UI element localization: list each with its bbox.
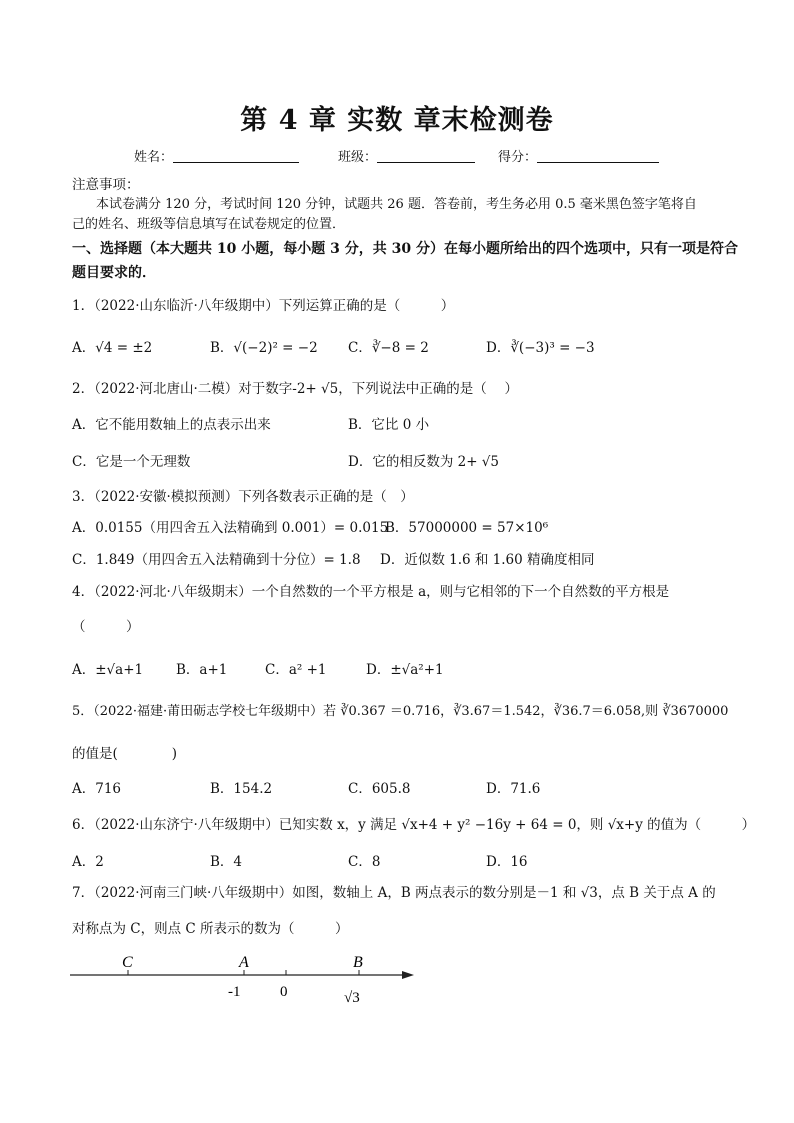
notice-heading: 注意事项：: [72, 177, 140, 193]
class-field: [338, 146, 475, 165]
notice-line-2: 己的姓名、班级等信息填写在试卷规定的位置．: [72, 217, 346, 232]
question-4-stem-cont: （ ）: [72, 619, 140, 635]
notice-line-1: 本试卷满分 120 分，考试时间 120 分钟，试题共 26 题．答卷前，考生务必用 0.5 毫米黑色签字笔将自: [96, 197, 697, 212]
question-3-stem: 3．（2022·安徽·模拟预测）下列各数表示正确的是（ ）: [72, 489, 414, 505]
question-3-option-b[interactable]: B．57000000 = 57×10⁶: [385, 520, 549, 536]
name-field: [134, 146, 299, 165]
question-2-stem: 2．（2022·河北唐山·二模）对于数字-2+ √5，下列说法中正确的是（ ）: [72, 381, 519, 397]
question-6-option-b[interactable]: B．4: [210, 854, 243, 870]
question-3-option-d[interactable]: D．近似数 1.6 和 1.60 精确度相同: [380, 552, 595, 568]
question-4-stem: 4．（2022·河北·八年级期末）一个自然数的一个平方根是 a，则与它相邻的下一个自然数的平方根是: [72, 584, 670, 600]
question-7-stem: 7．（2022·河南三门峡·八年级期中）如图，数轴上 A，B 两点表示的数分别是－1 和 √3，点 B 关于点 A 的: [72, 885, 716, 901]
tick-label-minus-one: -1: [228, 984, 241, 1000]
point-label-a: A: [239, 954, 249, 971]
score-label: 得分：: [498, 150, 538, 165]
question-5-stem: 5．（2022·福建·莆田砺志学校七年级期中）若 ∛0.367 ＝0.716，∛3.67＝1.542，∛36.7＝6.058,则 ∛3670000: [72, 704, 729, 719]
question-5-option-c[interactable]: C．605.8: [348, 781, 411, 797]
question-2-option-b[interactable]: B．它比 0 小: [348, 417, 430, 433]
class-label: 班级：: [338, 150, 378, 165]
name-blank[interactable]: [173, 148, 299, 163]
question-1-option-a[interactable]: A．√4 = ±2: [72, 340, 153, 356]
question-5-option-b[interactable]: B．154.2: [210, 781, 273, 797]
number-line-arrow: [402, 971, 414, 979]
question-2-option-a[interactable]: A．它不能用数轴上的点表示出来: [72, 417, 271, 433]
question-5-option-a[interactable]: A．716: [72, 781, 122, 797]
question-1-option-c[interactable]: C．∛−8 = 2: [348, 340, 429, 356]
question-4-option-c[interactable]: C．a² +1: [265, 662, 327, 678]
question-5-option-d[interactable]: D．71.6: [486, 781, 541, 797]
section-heading-line-1: 一、选择题（本大题共 10 小题，每小题 3 分，共 30 分）在每小题所给出的四个选项中，只有一项是符合: [72, 241, 738, 257]
point-label-b: B: [353, 954, 363, 971]
question-6-option-c[interactable]: C．8: [348, 854, 381, 870]
question-1-option-d[interactable]: D．∛(−3)³ = −3: [486, 340, 595, 356]
question-1-stem: 1．（2022·山东临沂·八年级期中）下列运算正确的是（ ）: [72, 298, 455, 314]
score-blank[interactable]: [537, 148, 659, 163]
tick-label-sqrt3: √3: [344, 990, 360, 1006]
section-heading-line-2: 题目要求的．: [72, 265, 156, 281]
question-5-stem-cont: 的值是( ): [72, 746, 178, 762]
question-6-option-d[interactable]: D．16: [486, 854, 528, 870]
question-4-option-a[interactable]: A．±√a+1: [72, 662, 144, 678]
question-4-option-b[interactable]: B．a+1: [176, 662, 228, 678]
point-label-c: C: [122, 954, 133, 971]
number-line-figure: [68, 950, 418, 1010]
score-field: [498, 146, 659, 165]
question-2-option-d[interactable]: D．它的相反数为 2+ √5: [348, 454, 499, 470]
page-title: 第 4 章 实数 章末检测卷: [240, 105, 554, 136]
name-label: 姓名：: [134, 150, 174, 165]
tick-label-zero: 0: [280, 984, 288, 1000]
question-6-option-a[interactable]: A．2: [72, 854, 104, 870]
question-6-stem: 6．（2022·山东济宁·八年级期中）已知实数 x，y 满足 √x+4 + y² −16y + 64 = 0，则 √x+y 的值为（ ）: [72, 817, 756, 833]
question-7-stem-cont: 对称点为 C，则点 C 所表示的数为（ ）: [72, 921, 349, 937]
question-3-option-c[interactable]: C．1.849（用四舍五入法精确到十分位）= 1.8: [72, 552, 361, 568]
question-4-option-d[interactable]: D．±√a²+1: [366, 662, 444, 678]
question-3-option-a[interactable]: A．0.0155（用四舍五入法精确到 0.001）= 0.015: [72, 520, 389, 536]
question-1-option-b[interactable]: B．√(−2)² = −2: [210, 340, 318, 356]
question-2-option-c[interactable]: C．它是一个无理数: [72, 454, 191, 470]
class-blank[interactable]: [377, 148, 475, 163]
